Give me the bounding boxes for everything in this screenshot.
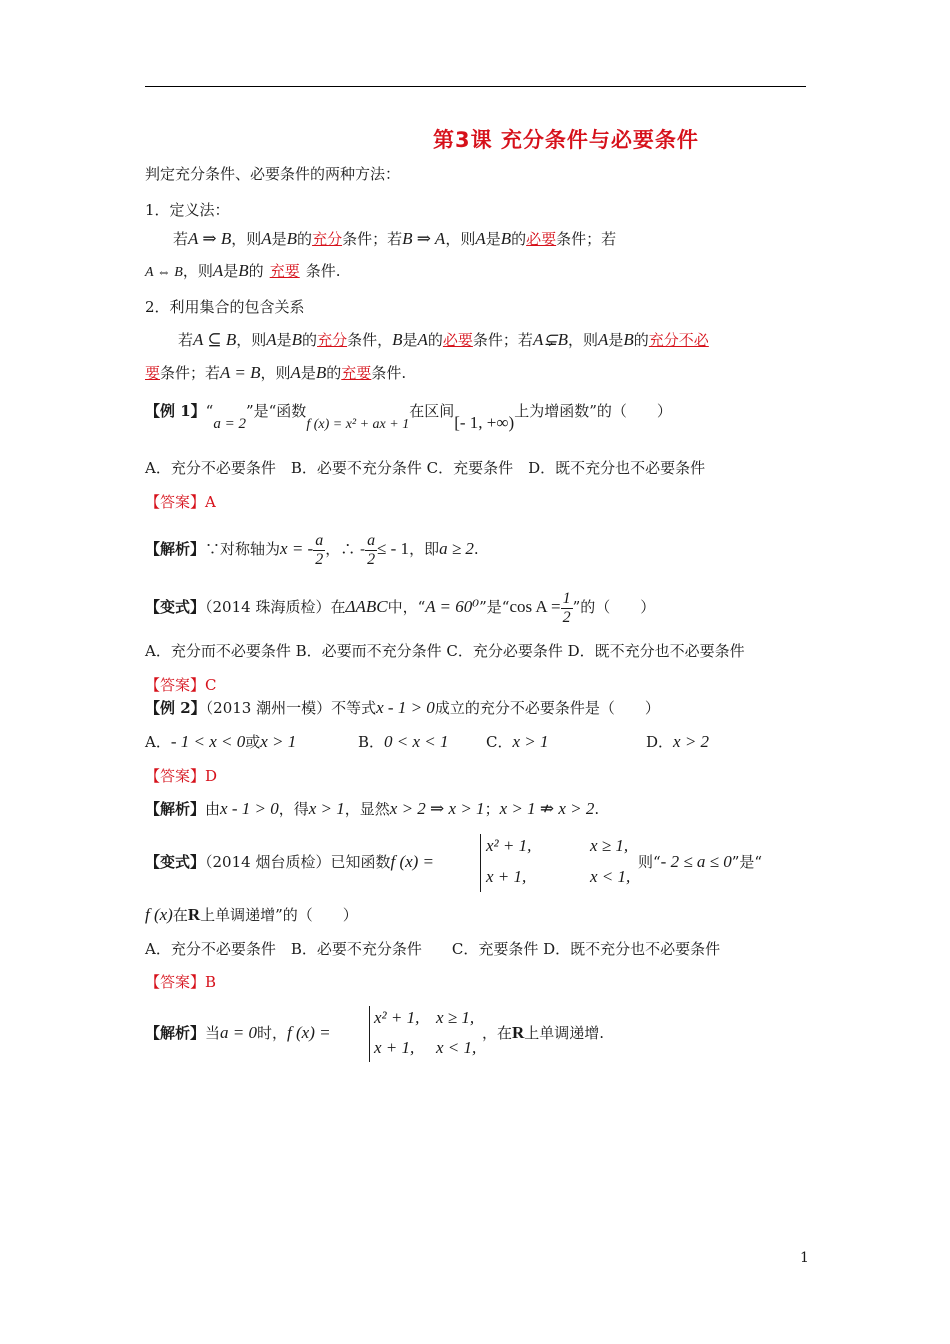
variant2-solution-part1: 【解析】当a = 0时，f (x) = — [145, 1023, 331, 1042]
variant1-options: A．充分而不必要条件 B．必要而不充分条件 C．充分必要条件 D．既不充分也不必要条件 — [145, 642, 745, 660]
method2-line2: 要条件；若A = B，则A是B的充要条件. — [145, 363, 407, 382]
solution-case1-expr: x² + 1, — [374, 1008, 420, 1027]
method2-line1: 若A ⊆ B，则A是B的充分条件，B是A的必要条件；若A⊊B，则A是B的充分不必 — [178, 330, 709, 349]
example1-options: A．充分不必要条件 B．必要不充分条件 C．充要条件 D．既不充分也不必要条件 — [145, 459, 706, 477]
variant2-brace — [480, 834, 481, 892]
example2-solution: 【解析】由x - 1 > 0，得x > 1，显然x > 2 ⇒ x > 1；x > 1 ⇏ x > 2. — [145, 799, 600, 818]
method1-line2: A ⇔ B，则A是B的 充要 条件. — [145, 261, 341, 280]
example1-solution: 【解析】∵对称轴为x = - $\frac{a}{2}$ ，∴ - $\frac{a}{2}$ ≤ - 1，即a ≥ 2. — [145, 531, 479, 568]
variant1-question: 【变式】（2014 珠海质检）在ΔABC中，“A = 60⁰”是“cos A = $\frac{1}{2}$ ”的（ ） — [145, 589, 656, 626]
solution-case2-cond: x < 1, — [436, 1038, 477, 1057]
solution-case2-expr: x + 1, — [374, 1038, 415, 1057]
example1-answer: 【答案】A — [145, 493, 216, 511]
example2-option-b: B．0 < x < 1 — [358, 732, 449, 751]
variant2-case2-expr: x + 1, — [486, 867, 527, 886]
example1-question: 【例 1】“a = 2”是“函数f (x) = x² + ax + 1在区间[- 1, +∞)上为增函数”的（ ） — [145, 402, 672, 432]
header-rule — [145, 86, 806, 87]
variant2-case2-cond: x < 1, — [590, 867, 631, 886]
variant2-answer: 【答案】B — [145, 973, 217, 991]
variant2-options: A．充分不必要条件 B．必要不充分条件 C．充要条件 D．既不充分也不必要条件 — [145, 940, 721, 958]
page-title: 第3课 充分条件与必要条件 — [433, 128, 699, 152]
solution-case1-cond: x ≥ 1, — [436, 1008, 475, 1027]
variant1-answer: 【答案】C — [145, 676, 217, 694]
example2-option-d: D．x > 2 — [646, 732, 710, 751]
variant2-question-part2: 则“- 2 ≤ a ≤ 0”是“ — [638, 852, 763, 871]
example2-option-a: A．- 1 < x < 0或x > 1 — [145, 732, 297, 751]
variant2-case1-cond: x ≥ 1, — [590, 836, 629, 855]
variant2-case1-expr: x² + 1, — [486, 836, 532, 855]
variant2-solution-part2: ，在R上单调递增. — [482, 1023, 605, 1042]
variant2-solution-brace — [369, 1006, 370, 1062]
example2-answer: 【答案】D — [145, 767, 218, 785]
intro-text: 判定充分条件、必要条件的两种方法： — [145, 165, 401, 183]
example2-question: 【例 2】（2013 潮州一模）不等式x - 1 > 0成立的充分不必要条件是（ ） — [145, 698, 660, 717]
example2-option-c: C．x > 1 — [486, 732, 549, 751]
page-number: 1 — [800, 1250, 809, 1266]
variant2-question-part1: 【变式】（2014 烟台质检）已知函数f (x) = — [145, 852, 435, 871]
method1-line1: 若A ⇒ B，则A是B的充分条件；若B ⇒ A，则A是B的必要条件；若 — [173, 229, 617, 248]
method1-heading: 1．定义法： — [145, 201, 230, 219]
method2-heading: 2．利用集合的包含关系 — [145, 298, 305, 316]
variant2-question-part3: f (x)在R上单调递增”的（ ） — [145, 905, 358, 924]
